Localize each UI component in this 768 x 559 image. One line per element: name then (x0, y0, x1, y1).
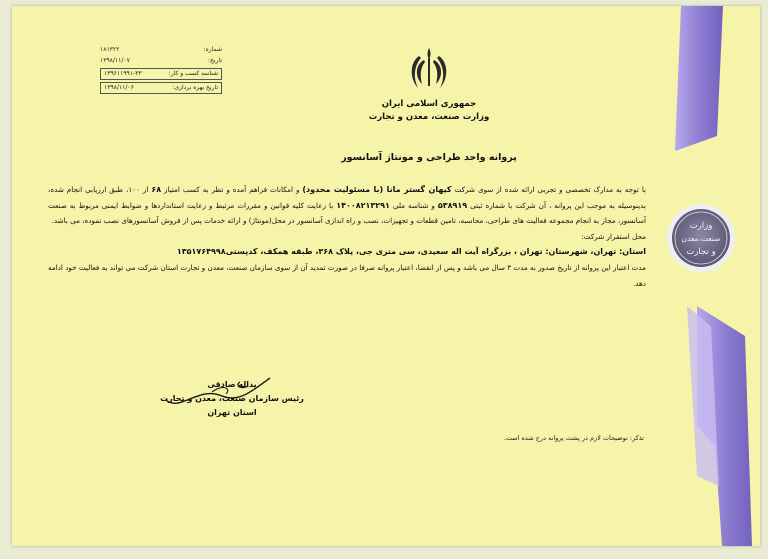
meta-number-value: ۱۸۱۳۲۲ (100, 46, 120, 53)
license-body (48, 182, 646, 291)
body-text-b: و امکانات فراهم آمده و تظر به کسب امتیاز (161, 185, 303, 194)
body-text-e: با رعایت کلیه قوانین و مقررات مرتبط و رعایت استانداردها و ضوابط ایمنی مربوط به صنعت آسانسور، مجاز به انجام مجموعه فعالیت های طراحی، محاسبه، تامین قطعات و تجهیزات، نصب و راه اندازی آسانسور در محل(مونتاژ) و ارائه خدمات پس از فروش آسانسورهای نصب نموده، می باشد. (48, 200, 646, 226)
registration-number: ۵۳۸۹۱۹ (437, 200, 468, 210)
meta-business-id-row (100, 68, 222, 80)
evaluation-score: ۶۸ (151, 185, 162, 194)
signatory-position: رئیس سازمان صنعت، معدن و تجارت استان تهران (160, 394, 304, 417)
license-main-paragraph (48, 182, 646, 229)
meta-date-row (100, 55, 222, 66)
signatory-name: یداله صادقی (207, 380, 257, 389)
meta-operation-date-row (100, 82, 222, 94)
license-title: پروانه واحد طراحی و مونتاژ آسانسور (341, 152, 517, 163)
address-text: استان: تهران، شهرستان: تهران ، بزرگراه آیت اله سعیدی، سی متری جی، پلاک ۳۶۸، طبقه همکف، کدپستی۱۳۵۱۷۶۴۹۹۸ (176, 247, 646, 257)
issuer-ministry: وزارت صنعت، معدن و تجارت (368, 112, 490, 122)
company-address (48, 244, 646, 260)
meta-operation-date-value: ۱۳۹۸/۱۱/۰۶ (104, 84, 134, 91)
seal-text-line1: وزارت (689, 221, 713, 231)
ribbon-with-seal (667, 6, 752, 546)
issuer-header (12, 98, 760, 124)
license-document (12, 6, 760, 546)
meta-number-row (100, 44, 222, 55)
back-side-note: تذکر: توضیحات لازم در پشت پروانه درج شده است. (503, 434, 644, 442)
body-text-c: از ۱۰۰، طبق ارزیابی انجام شده، بدینوسیله به موجب این پروانه ، آن شرکت با شماره ثبتی (48, 185, 646, 210)
meta-business-id-label: شناسه کسب و کار: (168, 70, 218, 77)
seal-text-line2: صنعت،معدن (681, 234, 721, 243)
body-text-d: و شناسه ملی (389, 200, 438, 210)
body-text-a: با توجه به مدارک تخصصی و تجربی ارائه شده از سوی شرکت (451, 185, 647, 194)
meta-operation-date-label: تاریخ بهره برداری: (172, 84, 218, 91)
meta-date-label: تاریخ: (208, 57, 222, 64)
signature-block (152, 378, 312, 420)
issuer-country: جمهوری اسلامی ایران (381, 99, 477, 109)
location-label: محل استقرار شرکت: (581, 231, 646, 241)
iran-emblem-icon (408, 46, 450, 92)
meta-number-label: شماره: (203, 46, 222, 53)
seal-text-line3: و تجارت (686, 247, 716, 257)
document-meta (100, 44, 222, 94)
company-name: کیهان گستر مانا (با مسئولیت محدود) (302, 185, 452, 194)
meta-date-value: ۱۳۹۸/۱۱/۰۷ (100, 57, 130, 64)
national-id: ۱۴۰۰۸۲۱۳۲۹۱ (336, 200, 390, 210)
validity-paragraph: مدت اعتبار این پروانه از تاریخ صدور به مدت ۳ سال می باشد و پس از انقضا، اعتبار پروانه صرفا در صورت تمدید آن از سوی سازمان صنعت، معدن و تجارت استان شرکت می تواند به فعالیت خود ادامه دهد. (48, 262, 646, 288)
meta-business-id-value: ۱۳۹۶۱۱۹۹۱-۳۳ (104, 70, 142, 77)
